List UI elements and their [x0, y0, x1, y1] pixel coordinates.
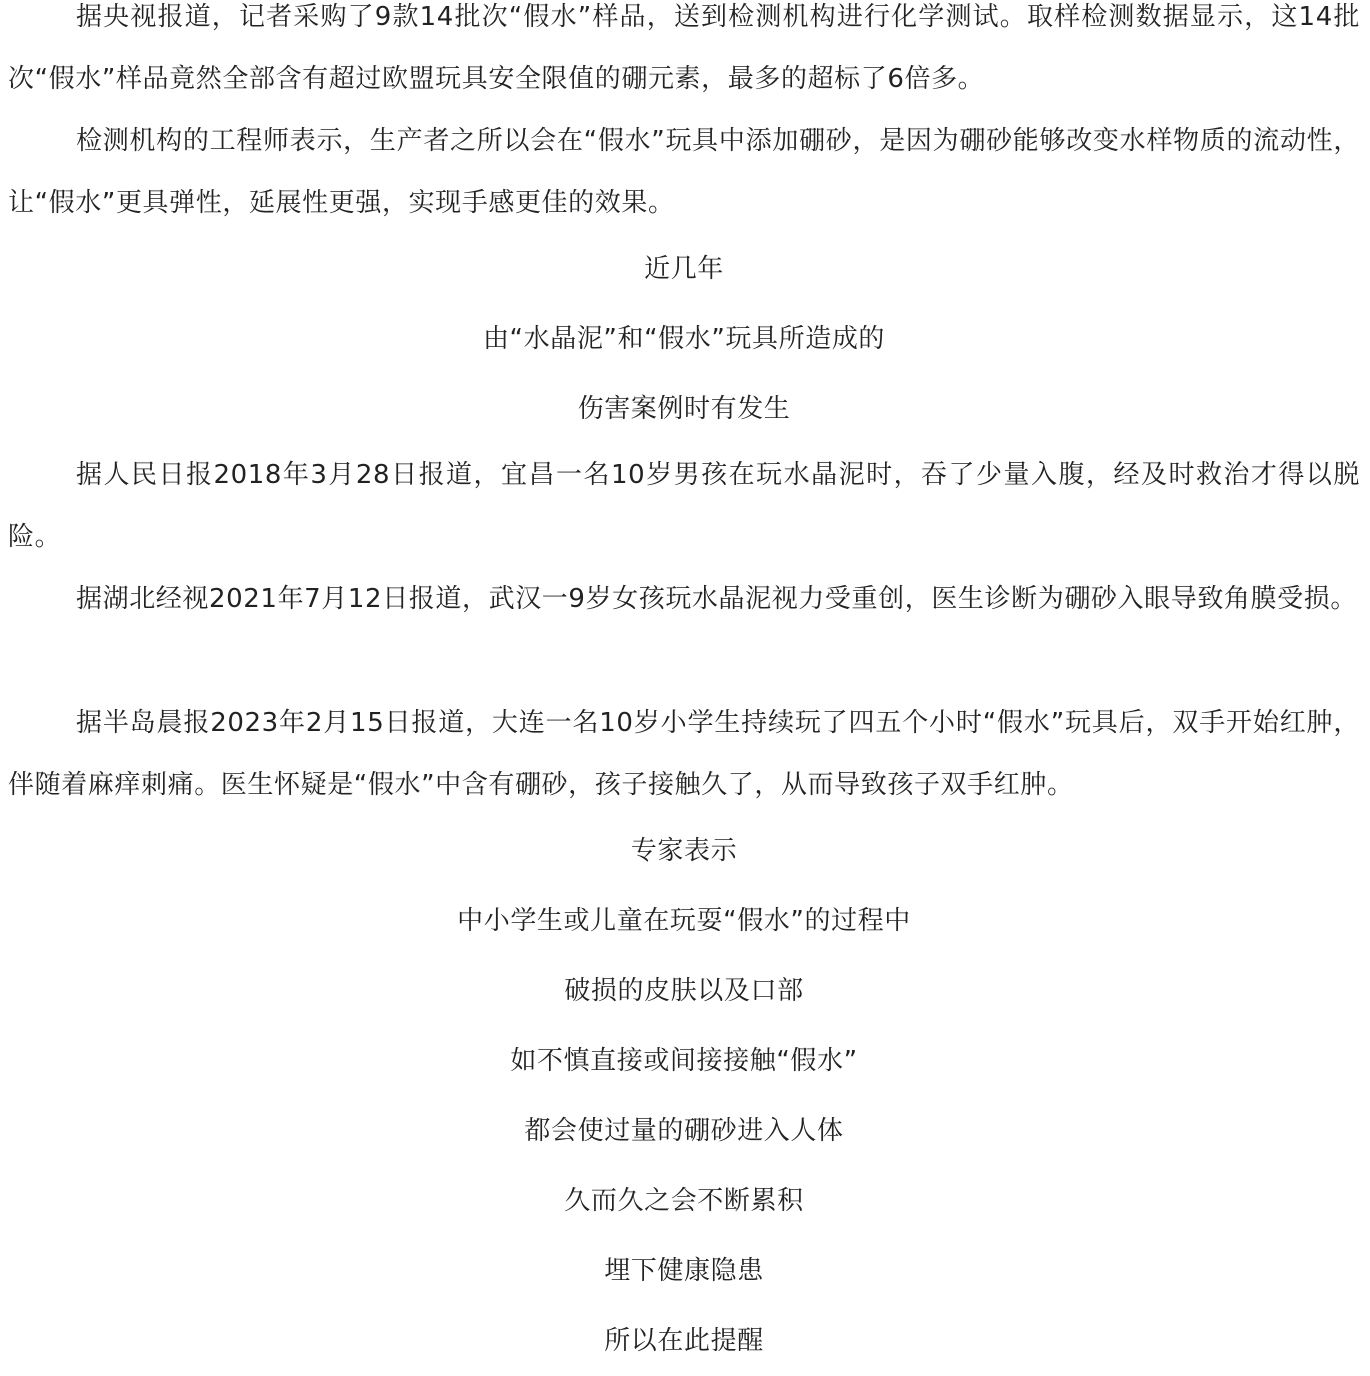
paragraph-sampling-test: 据央视报道，记者采购了9款14批次“假水”样品，送到检测机构进行化学测试。取样检测数据显示，这14批次“假水”样品竟然全部含有超过欧盟玩具安全限值的硼元素，最多的超标了6倍多。 — [8, 2, 1360, 94]
center-line: 都会使过量的硼砂进入人体 — [524, 1116, 844, 1146]
center-line: 由“水晶泥”和“假水”玩具所造成的 — [482, 324, 886, 354]
center-line: 专家表示 — [630, 836, 738, 866]
center-line: 伤害案例时有发生 — [577, 394, 791, 424]
center-line: 如不慎直接或间接接触“假水” — [510, 1046, 858, 1076]
case-paragraph-yichang: 据人民日报2018年3月28日报道，宜昌一名10岁男孩在玩水晶泥时，吞了少量入腹，经及时救治才得以脱险。 — [8, 460, 1360, 552]
article-body — [8, 0, 1360, 1376]
case-paragraph-wuhan: 据湖北经视2021年7月12日报道，武汉一9岁女孩玩水晶泥视力受重创，医生诊断为硼砂入眼导致角膜受损。 — [76, 584, 1357, 614]
center-line: 埋下健康隐患 — [604, 1256, 764, 1286]
center-line: 所以在此提醒 — [604, 1326, 764, 1356]
case-paragraph-dalian: 据半岛晨报2023年2月15日报道，大连一名10岁小学生持续玩了四五个小时“假水”玩具后，双手开始红肿，伴随着麻痒刺痛。医生怀疑是“假水”中含有硼砂，孩子接触久了，从而导致孩子双手红肿。 — [8, 708, 1360, 800]
center-line: 久而久之会不断累积 — [564, 1186, 804, 1216]
center-line: 中小学生或儿童在玩耍“假水”的过程中 — [457, 906, 911, 936]
paragraph-engineer-explanation: 检测机构的工程师表示，生产者之所以会在“假水”玩具中添加硼砂，是因为硼砂能够改变水样物质的流动性，让“假水”更具弹性，延展性更强，实现手感更佳的效果。 — [8, 126, 1360, 218]
center-line: 破损的皮肤以及口部 — [564, 976, 804, 1006]
center-line: 近几年 — [644, 254, 724, 284]
